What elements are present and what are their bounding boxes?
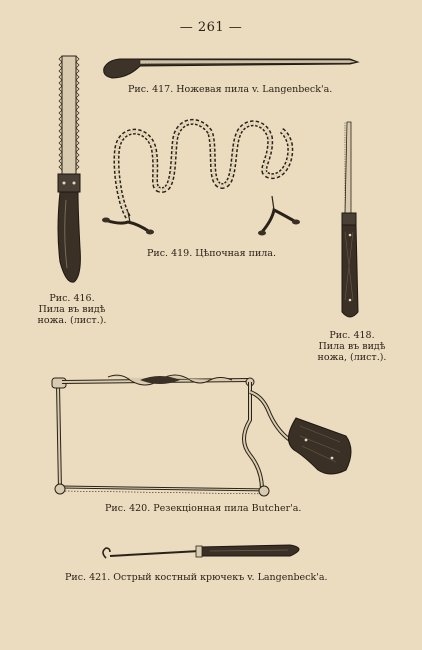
fig418-drawing (342, 122, 358, 317)
fig416-caption-line1: Рис. 416. (49, 293, 95, 304)
fig416-caption (30, 293, 114, 326)
fig417-drawing (104, 59, 358, 78)
fig421-caption: Рис. 421. Острый костный крючекъ v. Langenbeck'a. (65, 572, 328, 583)
fig420-drawing (52, 375, 351, 496)
fig416-drawing (58, 56, 80, 282)
fig418-caption-line3: ножа, (лист.). (317, 352, 387, 363)
fig419-drawing (102, 122, 300, 236)
page-number: — 261 — (179, 20, 243, 35)
fig419-caption: Рис. 419. Цѣпочная пила. (147, 248, 276, 259)
fig418-caption-line2: Пила въ видѣ (318, 341, 386, 352)
fig418-caption (304, 330, 400, 363)
fig421-drawing (103, 545, 299, 558)
fig418-caption-line1: Рис. 418. (329, 330, 375, 341)
fig420-caption: Рис. 420. Резекціонная пила Butcher'a. (105, 503, 302, 514)
fig416-caption-line2: Пила въ видѣ (38, 304, 106, 315)
fig417-caption: Рис. 417. Ножевая пила v. Langenbeck'a. (128, 84, 333, 95)
fig416-caption-line3: ножа. (лист.). (37, 315, 107, 326)
